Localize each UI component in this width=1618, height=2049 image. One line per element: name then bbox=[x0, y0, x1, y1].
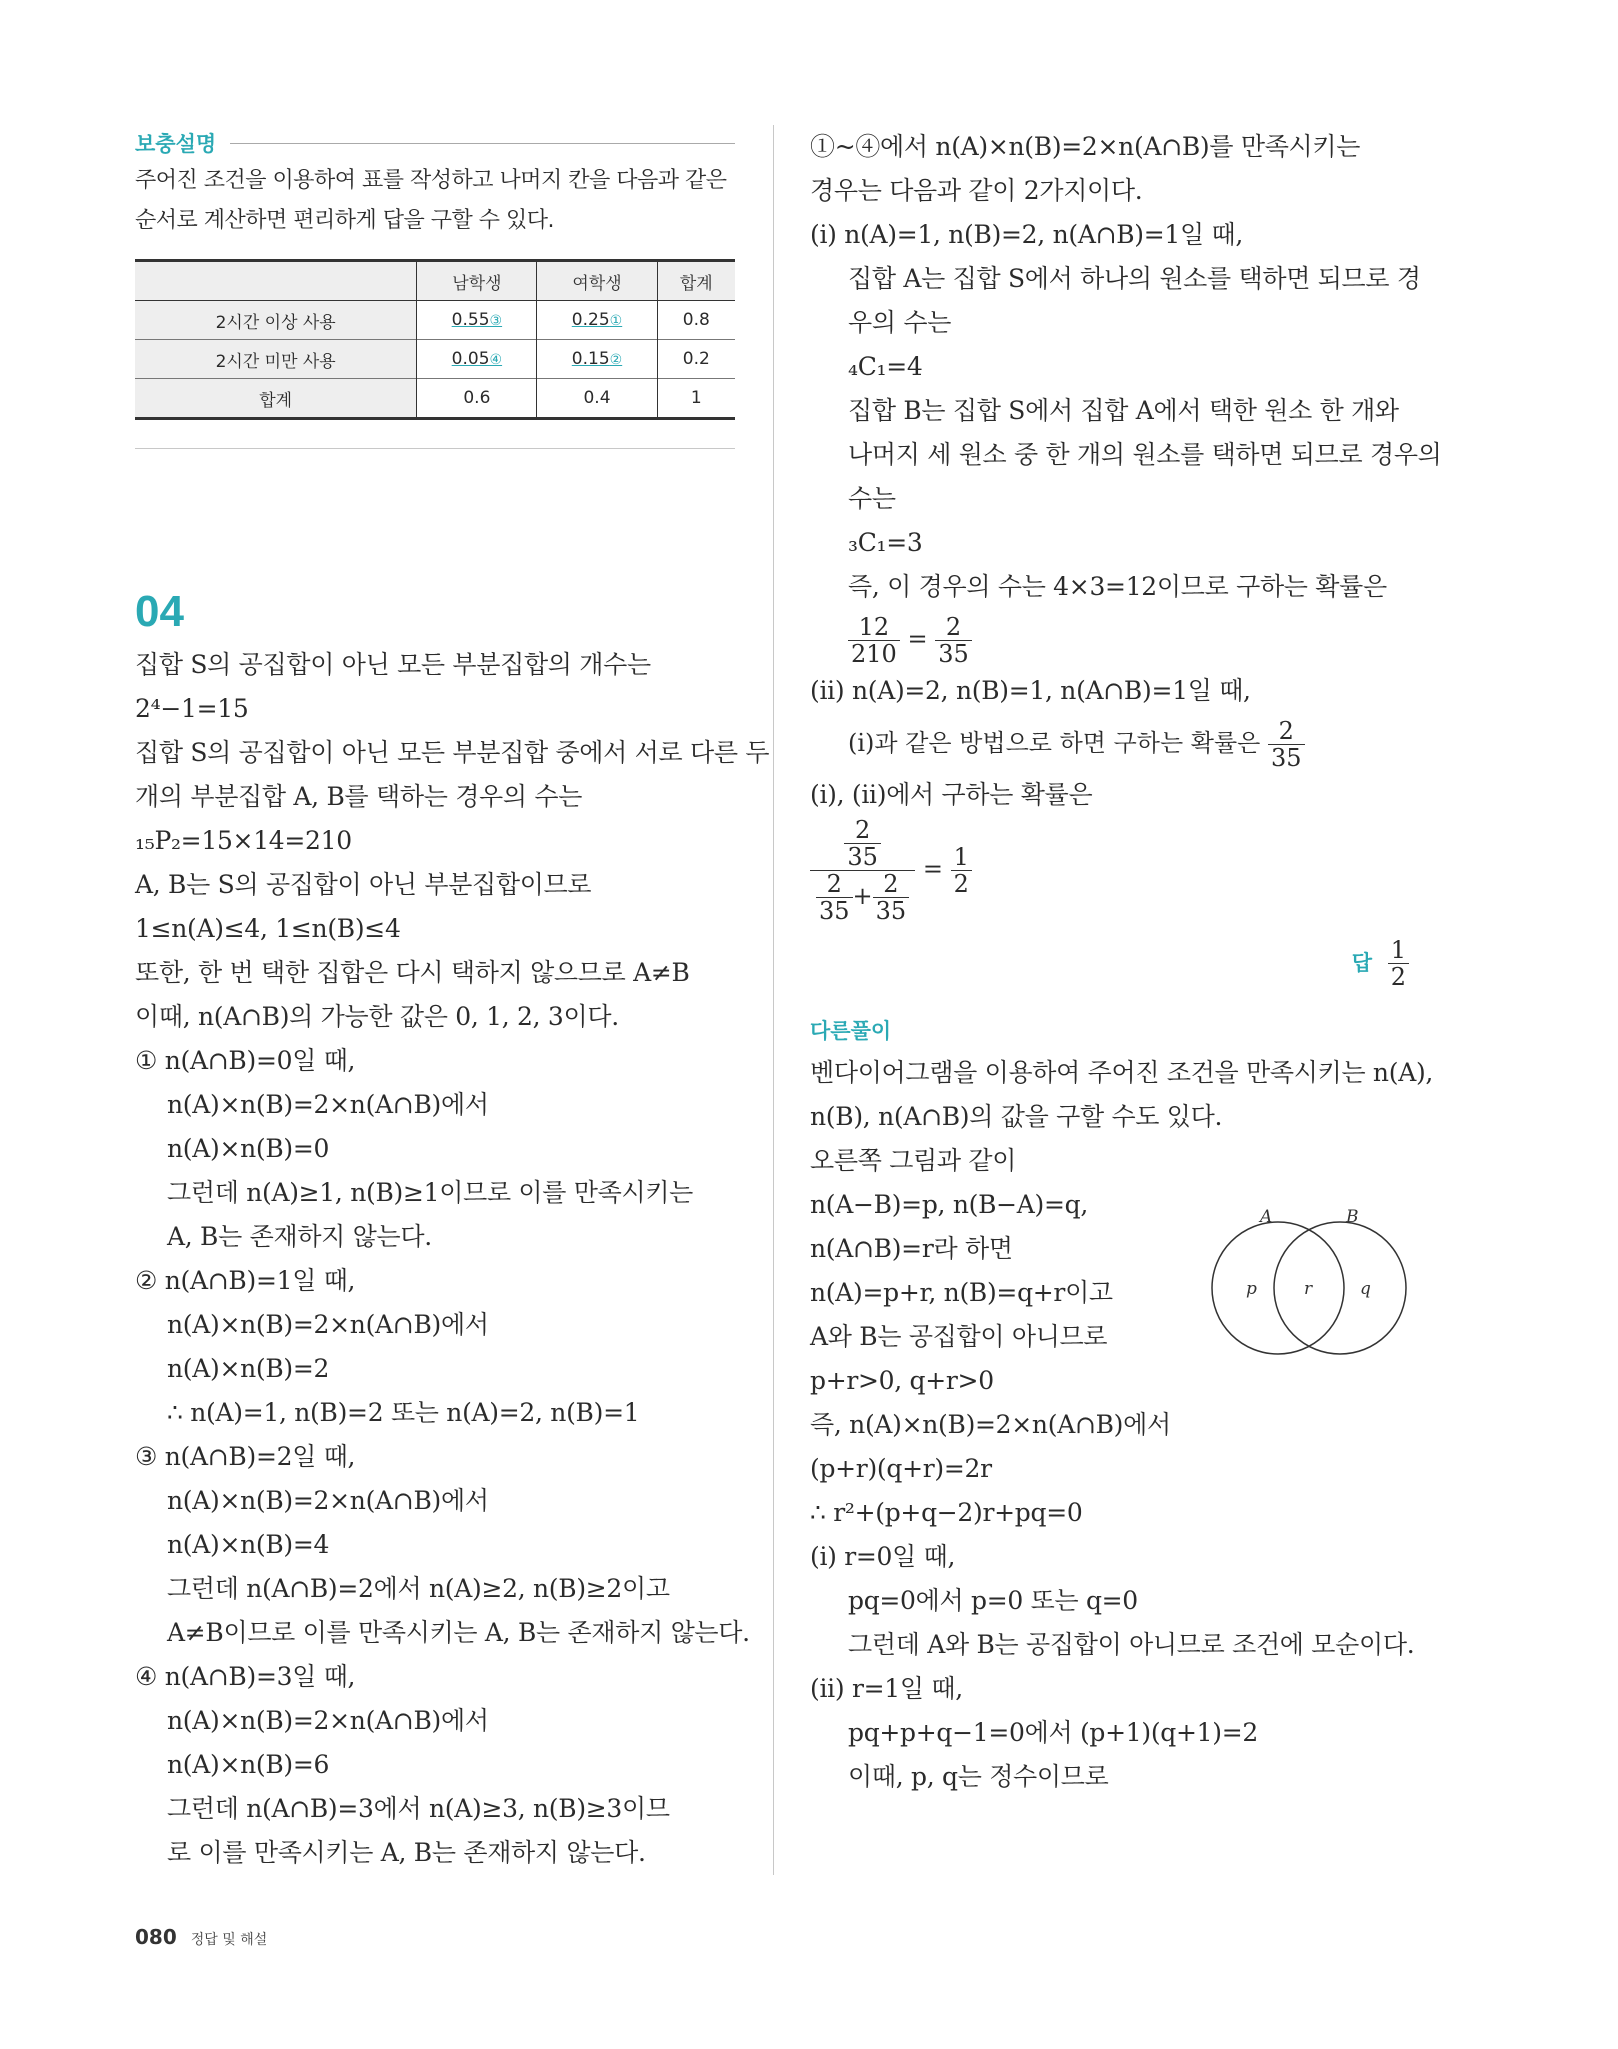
alt-solution-title: 다른풀이 bbox=[810, 1019, 892, 1043]
solution-line: n(A)×n(B)=4 bbox=[167, 1530, 330, 1559]
solution-line: 그런데 n(A)≥1, n(B)≥1이므로 이를 만족시키는 bbox=[167, 1178, 694, 1207]
alt-solution-body bbox=[810, 1051, 1434, 1799]
fraction: $\frac{2}{35}$ bbox=[1268, 718, 1305, 771]
solution-line: (p+r)(q+r)=2r bbox=[810, 1454, 992, 1483]
venn-region-p: p bbox=[1246, 1279, 1257, 1299]
cell-male: 0.6 bbox=[417, 379, 537, 419]
solution-line: 경우는 다음과 같이 2가지이다. bbox=[810, 176, 1143, 205]
solution-line: 집합 S의 공집합이 아닌 모든 부분집합의 개수는 bbox=[135, 650, 651, 679]
cell-total: 0.8 bbox=[657, 301, 735, 340]
solution-line: 그런데 n(A∩B)=2에서 n(A)≥2, n(B)≥2이고 bbox=[167, 1574, 670, 1603]
complex-fraction: $\frac{2}{35}$ $\frac{2}{35}$ + $\frac{2}{35}$ = $\frac{1}{2}$ bbox=[810, 817, 1415, 927]
solution-line: 나머지 세 원소 중 한 개의 원소를 택하면 되므로 경우의 bbox=[848, 440, 1442, 469]
solution-line: n(A)×n(B)=0 bbox=[167, 1134, 330, 1163]
cell-male: 0.55③ bbox=[417, 301, 537, 340]
fraction: $\frac{1}{2}$ bbox=[951, 844, 972, 897]
fraction: $\frac{12}{210}$ bbox=[848, 614, 900, 667]
solution-line: ∴ n(A)=1, n(B)=2 또는 n(A)=2, n(B)=1 bbox=[167, 1398, 640, 1427]
case-heading: (i) r=0일 때, bbox=[810, 1542, 956, 1571]
solution-line: 개의 부분집합 A, B를 택하는 경우의 수는 bbox=[135, 782, 583, 811]
solution-line: pq=0에서 p=0 또는 q=0 bbox=[848, 1586, 1138, 1615]
table-header-male: 남학생 bbox=[417, 261, 537, 301]
supplement-intro bbox=[135, 161, 735, 241]
case-heading: ② n(A∩B)=1일 때, bbox=[135, 1266, 356, 1295]
right-column bbox=[810, 125, 1442, 1799]
case-heading: (ii) n(A)=2, n(B)=1, n(A∩B)=1일 때, bbox=[810, 676, 1251, 705]
row-label: 2시간 이상 사용 bbox=[135, 301, 417, 340]
cell-female: 0.25① bbox=[537, 301, 657, 340]
cell-male: 0.05④ bbox=[417, 340, 537, 379]
solution-line: n(A)×n(B)=2×n(A∩B)에서 bbox=[167, 1090, 489, 1119]
intro-line: 순서로 계산하면 편리하게 답을 구할 수 있다. bbox=[135, 208, 554, 233]
solution-line: 또한, 한 번 택한 집합은 다시 택하지 않으므로 A≠B bbox=[135, 958, 690, 987]
case-ii-line: (i)과 같은 방법으로 하면 구하는 확률은 $\frac{2}{35}$ bbox=[810, 713, 1415, 773]
solution-line: 벤다이어그램을 이용하여 주어진 조건을 만족시키는 n(A), bbox=[810, 1058, 1434, 1087]
solution-line: 즉, n(A)×n(B)=2×n(A∩B)에서 bbox=[810, 1410, 1171, 1439]
solution-line: A, B는 S의 공집합이 아닌 부분집합이므로 bbox=[135, 870, 592, 899]
solution-line: 우의 수는 bbox=[848, 308, 952, 337]
solution-line: n(B), n(A∩B)의 값을 구할 수도 있다. bbox=[810, 1102, 1223, 1131]
footer-label: 정답 및 해설 bbox=[190, 1932, 268, 1948]
answer-fraction: $\frac{1}{2}$ bbox=[1388, 937, 1409, 990]
solution-line: 집합 A는 집합 S에서 하나의 원소를 택하면 되므로 경 bbox=[848, 264, 1421, 293]
table-row bbox=[135, 379, 735, 419]
solution-line: 이때, n(A∩B)의 가능한 값은 0, 1, 2, 3이다. bbox=[135, 1002, 619, 1031]
case-heading: ① n(A∩B)=0일 때, bbox=[135, 1046, 356, 1075]
solution-line: p+r>0, q+r>0 bbox=[810, 1366, 994, 1395]
venn-label-a: A bbox=[1260, 1208, 1273, 1227]
solution-line: A와 B는 공집합이 아니므로 bbox=[810, 1322, 1108, 1351]
solution-line: 로 이를 만족시키는 A, B는 존재하지 않는다. bbox=[167, 1838, 646, 1867]
table-header-empty bbox=[135, 261, 417, 301]
solution-line: 그런데 A와 B는 공집합이 아니므로 조건에 모순이다. bbox=[848, 1630, 1415, 1659]
solution-line: A, B는 존재하지 않는다. bbox=[167, 1222, 432, 1251]
solution-line: 집합 S의 공집합이 아닌 모든 부분집합 중에서 서로 다른 두 bbox=[135, 738, 770, 767]
solution-line: ①~④에서 n(A)×n(B)=2×n(A∩B)를 만족시키는 bbox=[810, 132, 1361, 161]
venn-diagram bbox=[1200, 1208, 1415, 1358]
left-column bbox=[135, 125, 770, 1875]
solution-body bbox=[135, 643, 770, 1875]
cell-female: 0.15② bbox=[537, 340, 657, 379]
solution-line: ₃C₁=3 bbox=[848, 528, 923, 557]
solution-line: n(A)×n(B)=2×n(A∩B)에서 bbox=[167, 1486, 489, 1515]
section-divider bbox=[135, 448, 735, 449]
cell-female: 0.4 bbox=[537, 379, 657, 419]
solution-line: 오른쪽 그림과 같이 bbox=[810, 1146, 1017, 1175]
table-row bbox=[135, 340, 735, 379]
solution-line: pq+p+q−1=0에서 (p+1)(q+1)=2 bbox=[848, 1718, 1258, 1747]
answer bbox=[810, 927, 1415, 997]
solution-line: (i), (ii)에서 구하는 확률은 bbox=[810, 780, 1093, 809]
solution-line: 집합 B는 집합 S에서 집합 A에서 택한 원소 한 개와 bbox=[848, 396, 1399, 425]
solution-line: 1≤n(A)≤4, 1≤n(B)≤4 bbox=[135, 914, 401, 943]
venn-region-r: r bbox=[1304, 1279, 1313, 1299]
solution-line: 그런데 n(A∩B)=3에서 n(A)≥3, n(B)≥3이므 bbox=[167, 1794, 670, 1823]
solution-line: n(A)×n(B)=2×n(A∩B)에서 bbox=[167, 1310, 489, 1339]
solution-line: ∴ r²+(p+q−2)r+pq=0 bbox=[810, 1498, 1083, 1527]
solution-line: 수는 bbox=[848, 484, 896, 513]
solution-line: n(A−B)=p, n(B−A)=q, bbox=[810, 1190, 1089, 1219]
case-heading: (i) n(A)=1, n(B)=2, n(A∩B)=1일 때, bbox=[810, 220, 1244, 249]
solution-line: ₁₅P₂=15×14=210 bbox=[135, 826, 352, 855]
venn-circle-b bbox=[1274, 1222, 1406, 1354]
case-heading: ③ n(A∩B)=2일 때, bbox=[135, 1442, 356, 1471]
case-heading: ④ n(A∩B)=3일 때, bbox=[135, 1662, 356, 1691]
page-number: 080 bbox=[135, 1925, 177, 1949]
fraction: $\frac{2}{35}$ bbox=[935, 614, 972, 667]
column-divider bbox=[773, 125, 774, 1875]
solution-line: n(A)=p+r, n(B)=q+r이고 bbox=[810, 1278, 1113, 1307]
probability-fraction-line: $\frac{12}{210}$ = $\frac{2}{35}$ bbox=[810, 609, 1415, 669]
solution-line: n(A)×n(B)=6 bbox=[167, 1750, 330, 1779]
solution-line: A≠B이므로 이를 만족시키는 A, B는 존재하지 않는다. bbox=[167, 1618, 750, 1647]
problem-number: 04 bbox=[135, 587, 184, 636]
page-footer bbox=[135, 1925, 267, 1949]
solution-line: 즉, 이 경우의 수는 4×3=12이므로 구하는 확률은 bbox=[848, 572, 1387, 601]
solution-line: n(A∩B)=r라 하면 bbox=[810, 1234, 1013, 1263]
solution-line: 이때, p, q는 정수이므로 bbox=[848, 1762, 1109, 1791]
row-label: 2시간 미만 사용 bbox=[135, 340, 417, 379]
table-row bbox=[135, 301, 735, 340]
answer-label: 답 bbox=[1351, 951, 1373, 975]
fraction: $\frac{2}{35}$ $\frac{2}{35}$ + $\frac{2}{35}$ bbox=[810, 817, 915, 924]
venn-region-q: q bbox=[1360, 1279, 1371, 1299]
table-header-total: 합계 bbox=[657, 261, 735, 301]
intro-line: 주어진 조건을 이용하여 표를 작성하고 나머지 칸을 다음과 같은 bbox=[135, 168, 727, 193]
cell-total: 1 bbox=[657, 379, 735, 419]
usage-table bbox=[135, 259, 735, 420]
venn-circle-a bbox=[1212, 1222, 1344, 1354]
row-label: 합계 bbox=[135, 379, 417, 419]
solution-line: n(A)×n(B)=2×n(A∩B)에서 bbox=[167, 1706, 489, 1735]
case-heading: (ii) r=1일 때, bbox=[810, 1674, 963, 1703]
supplement-section-title: 보충설명 bbox=[135, 125, 735, 161]
solution-line: 2⁴−1=15 bbox=[135, 694, 249, 723]
table-header-female: 여학생 bbox=[537, 261, 657, 301]
solution-line: ₄C₁=4 bbox=[848, 352, 923, 381]
solution-line: n(A)×n(B)=2 bbox=[167, 1354, 330, 1383]
venn-label-b: B bbox=[1346, 1208, 1359, 1227]
cell-total: 0.2 bbox=[657, 340, 735, 379]
